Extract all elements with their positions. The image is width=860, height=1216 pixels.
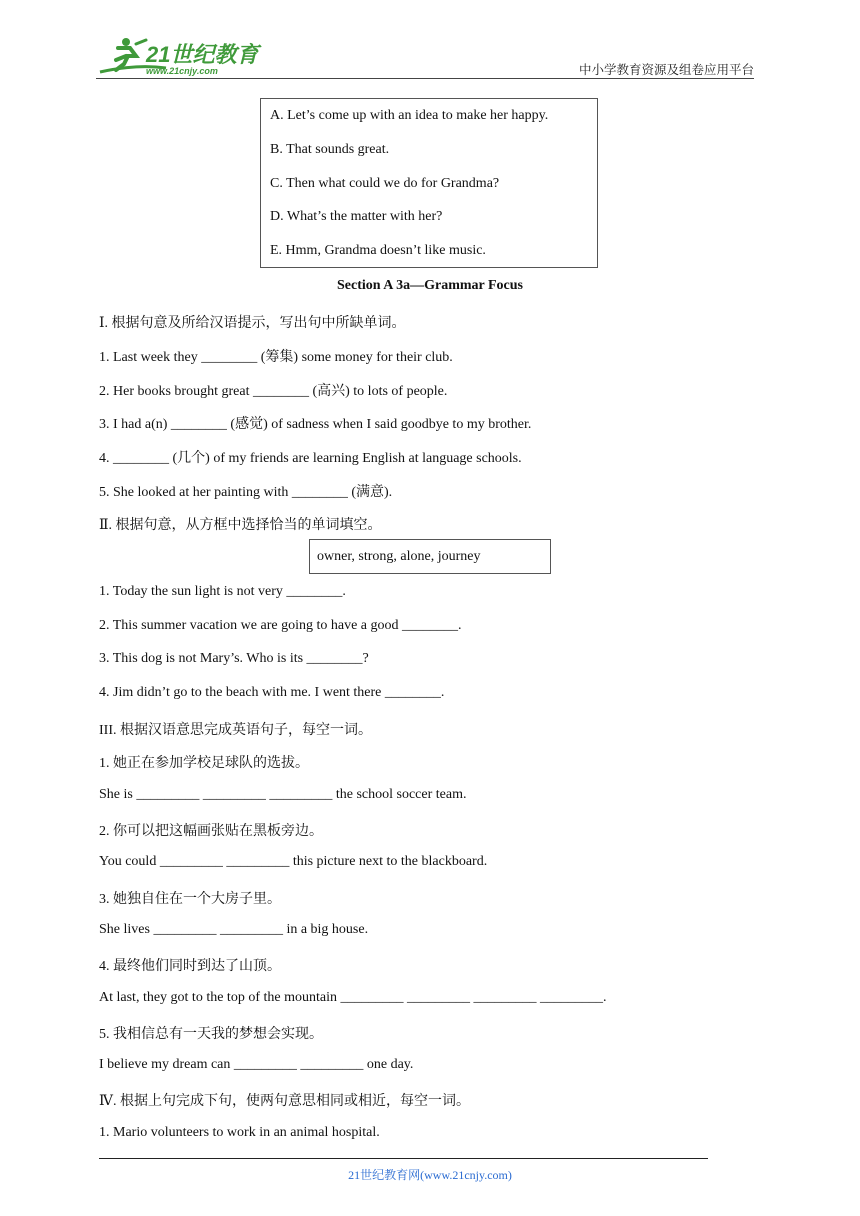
part3-item-en: At last, they got to the top of the mountain _________ _________ _________ _________.: [99, 990, 607, 1005]
option-c: C. Then what could we do for Grandma?: [270, 176, 500, 191]
word-bank-box: owner, strong, alone, journey: [309, 539, 551, 574]
part3-item-cn: 1. 她正在参加学校足球队的选拔。: [99, 756, 309, 771]
part4-heading: Ⅳ. 根据上句完成下句，使两句意思相同或相近，每空一词。: [99, 1094, 470, 1109]
part3-item-en: You could _________ _________ this picture next to the blackboard.: [99, 854, 488, 869]
option-e: E. Hmm, Grandma doesn’t like music.: [270, 243, 486, 258]
logo-url: www.21cnjy.com: [146, 66, 218, 76]
footer-divider: [99, 1158, 708, 1159]
header-divider: [96, 78, 754, 79]
part3-heading: III. 根据汉语意思完成英语句子，每空一词。: [99, 723, 372, 738]
dialogue-options-box: [260, 98, 598, 268]
site-logo: [96, 34, 266, 80]
part3-item-cn: 4. 最终他们同时到达了山顶。: [99, 959, 281, 974]
part3-item-en: I believe my dream can _________ _________ one day.: [99, 1057, 414, 1072]
part3-item-en: She lives _________ _________ in a big house.: [99, 922, 369, 937]
part3-item-en: She is _________ _________ _________ the school soccer team.: [99, 787, 467, 802]
part3-item-cn: 5. 我相信总有一天我的梦想会实现。: [99, 1027, 323, 1042]
header-platform-text: 中小学教育资源及组卷应用平台: [578, 63, 754, 77]
part2-item: 2. This summer vacation we are going to have a good ________.: [99, 618, 462, 633]
part1-item: 4. ________ (几个) of my friends are learning English at language schools.: [99, 451, 522, 466]
option-b: B. That sounds great.: [270, 142, 390, 157]
part1-item: 1. Last week they ________ (筹集) some money for their club.: [99, 350, 453, 365]
footer-link[interactable]: 21世纪教育网(www.21cnjy.com): [348, 1168, 512, 1182]
part1-item: 5. She looked at her painting with ________ (满意).: [99, 485, 393, 500]
part2-item: 3. This dog is not Mary’s. Who is its ________?: [99, 651, 369, 666]
option-a: A. Let’s come up with an idea to make her happy.: [270, 108, 549, 123]
part3-item-cn: 2. 你可以把这幅画张贴在黑板旁边。: [99, 824, 323, 839]
part2-item: 4. Jim didn’t go to the beach with me. I went there ________.: [99, 685, 445, 700]
logo-text: 21世纪教育: [146, 42, 259, 67]
part2-item: 1. Today the sun light is not very ________.: [99, 584, 346, 599]
runner-logo-icon: [96, 34, 266, 80]
section-title: Section A 3a—Grammar Focus: [336, 278, 523, 293]
part2-heading: Ⅱ. 根据句意，从方框中选择恰当的单词填空。: [99, 518, 382, 533]
part3-item-cn: 3. 她独自住在一个大房子里。: [99, 892, 281, 907]
part4-item: 1. Mario volunteers to work in an animal hospital.: [99, 1125, 380, 1140]
part1-item: 2. Her books brought great ________ (高兴) to lots of people.: [99, 384, 448, 399]
part1-item: 3. I had a(n) ________ (感觉) of sadness when I said goodbye to my brother.: [99, 417, 532, 432]
option-d: D. What’s the matter with her?: [270, 209, 443, 224]
part1-heading: Ⅰ. 根据句意及所给汉语提示，写出句中所缺单词。: [99, 316, 406, 331]
